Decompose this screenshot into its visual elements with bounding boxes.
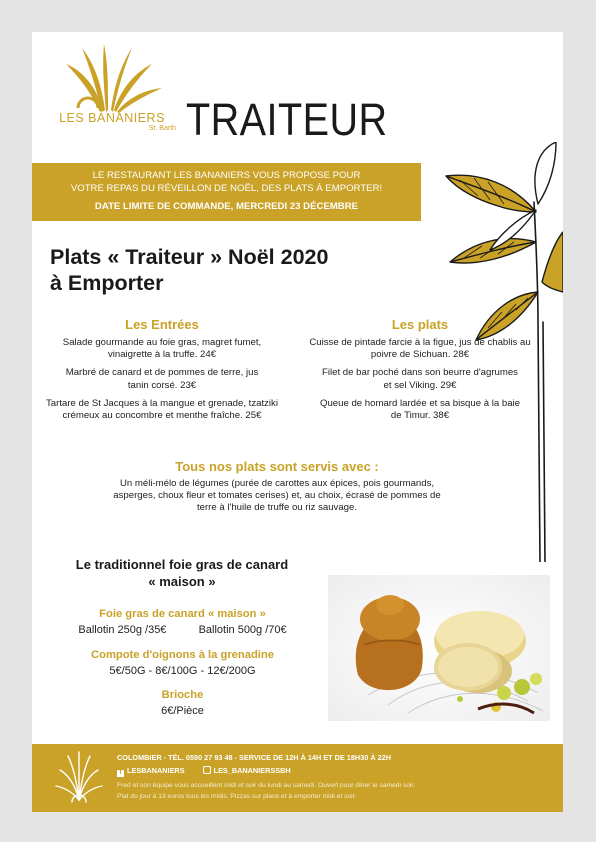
product-price: 6€/Pièce xyxy=(161,705,204,717)
entree-item: Marbré de canard et de pommes de terre, jus tanin corsé. 23€ xyxy=(65,367,259,391)
footer-contact: COLOMBIER - TÉL. 0590 27 93 48 - SERVICE DE 12H À 14H ET DE 18H30 À 22H xyxy=(117,753,392,762)
flyer-page xyxy=(32,32,563,812)
plats-section xyxy=(300,317,540,428)
foie-gras-title-line-1: Le traditionnel foie gras de canard xyxy=(75,557,289,572)
entrees-heading: Les Entrées xyxy=(125,317,199,332)
instagram-icon xyxy=(203,766,211,774)
footer-social xyxy=(117,766,291,777)
order-deadline: DATE LIMITE DE COMMANDE, MERCREDI 23 DÉCEMBRE xyxy=(94,201,359,212)
product-prices xyxy=(50,624,315,636)
menu-title-line-2: à Emporter xyxy=(50,271,164,295)
entree-item: Salade gourmande au foie gras, magret fumet, vinaigrette à la truffe. 24€ xyxy=(62,337,262,361)
foie-gras-photo xyxy=(328,575,550,721)
intro-banner xyxy=(32,163,421,221)
facebook-icon: f xyxy=(117,770,124,777)
banner-line-2: VOTRE REPAS DU RÉVEILLON DE NOËL, DES PLATS À EMPORTER! xyxy=(70,183,383,194)
plat-item: Cuisse de pintade farcie à la figue, jus de chablis au poivre de Sichuan. 28€ xyxy=(309,337,531,361)
plat-item: Queue de homard lardée et sa bisque à la baie de Timur. 38€ xyxy=(319,397,520,422)
product-brioche xyxy=(50,689,315,717)
footer-palm-logo-icon xyxy=(54,750,104,804)
product-compote xyxy=(50,649,315,677)
entrees-section xyxy=(42,317,282,428)
foie-gras-title-line-2: « maison » xyxy=(148,574,216,589)
entree-item: Tartare de St Jacques à la mangue et grenade, tzatziki crémeux au concombre et menthe fraîche. 25€ xyxy=(46,397,278,422)
menu-title-line-1: Plats « Traiteur » Noël 2020 xyxy=(50,245,329,269)
instagram-handle[interactable]: LES_BANANIERSSBH xyxy=(213,766,291,775)
footer-note-2: Plat du jour à 13 euros tous les midis. Pizzas sur place et à emporter midi et soir. xyxy=(117,793,357,800)
logo-location: St. Barth xyxy=(148,125,176,132)
menu-title xyxy=(50,244,328,296)
product-name: Compote d'oignons à la grenadine xyxy=(91,649,274,661)
product-foie-gras xyxy=(50,608,315,636)
foie-gras-title xyxy=(42,556,322,590)
palm-logo-icon xyxy=(58,42,168,114)
product-price: Ballotin 500g /70€ xyxy=(198,624,287,636)
product-name: Brioche xyxy=(161,689,204,701)
footer xyxy=(32,744,563,812)
product-price: 5€/50G - 8€/100G - 12€/200G xyxy=(109,665,256,677)
accompaniment-text: Un méli-mélo de légumes (purée de carottes aux épices, pois gourmands, asperges, choux fleur et tomates cerises) et, au choix, écrasé de pommes de terre à l'huile de truffe ou riz sauvage. xyxy=(113,478,441,514)
banner-line-1: LE RESTAURANT LES BANANIERS VOUS PROPOSE POUR xyxy=(92,170,361,181)
facebook-handle[interactable]: LESBANANIERS xyxy=(127,766,185,775)
accompaniment-heading: Tous nos plats sont servis avec : xyxy=(175,459,379,474)
footer-note-1: Fred et son équipe vous accueillent midi et soir du lundi au samedi. Ouvert pour dîner le samedi soir. xyxy=(117,782,416,789)
logo-name: LES BANANIERS xyxy=(59,111,165,125)
product-name: Foie gras de canard « maison » xyxy=(99,608,266,620)
page-title: TRAITEUR xyxy=(186,94,388,145)
product-price: Ballotin 250g /35€ xyxy=(78,624,167,636)
plats-heading: Les plats xyxy=(391,317,449,332)
plat-item: Filet de bar poché dans son beurre d'agrumes et sel Viking. 29€ xyxy=(322,367,518,391)
